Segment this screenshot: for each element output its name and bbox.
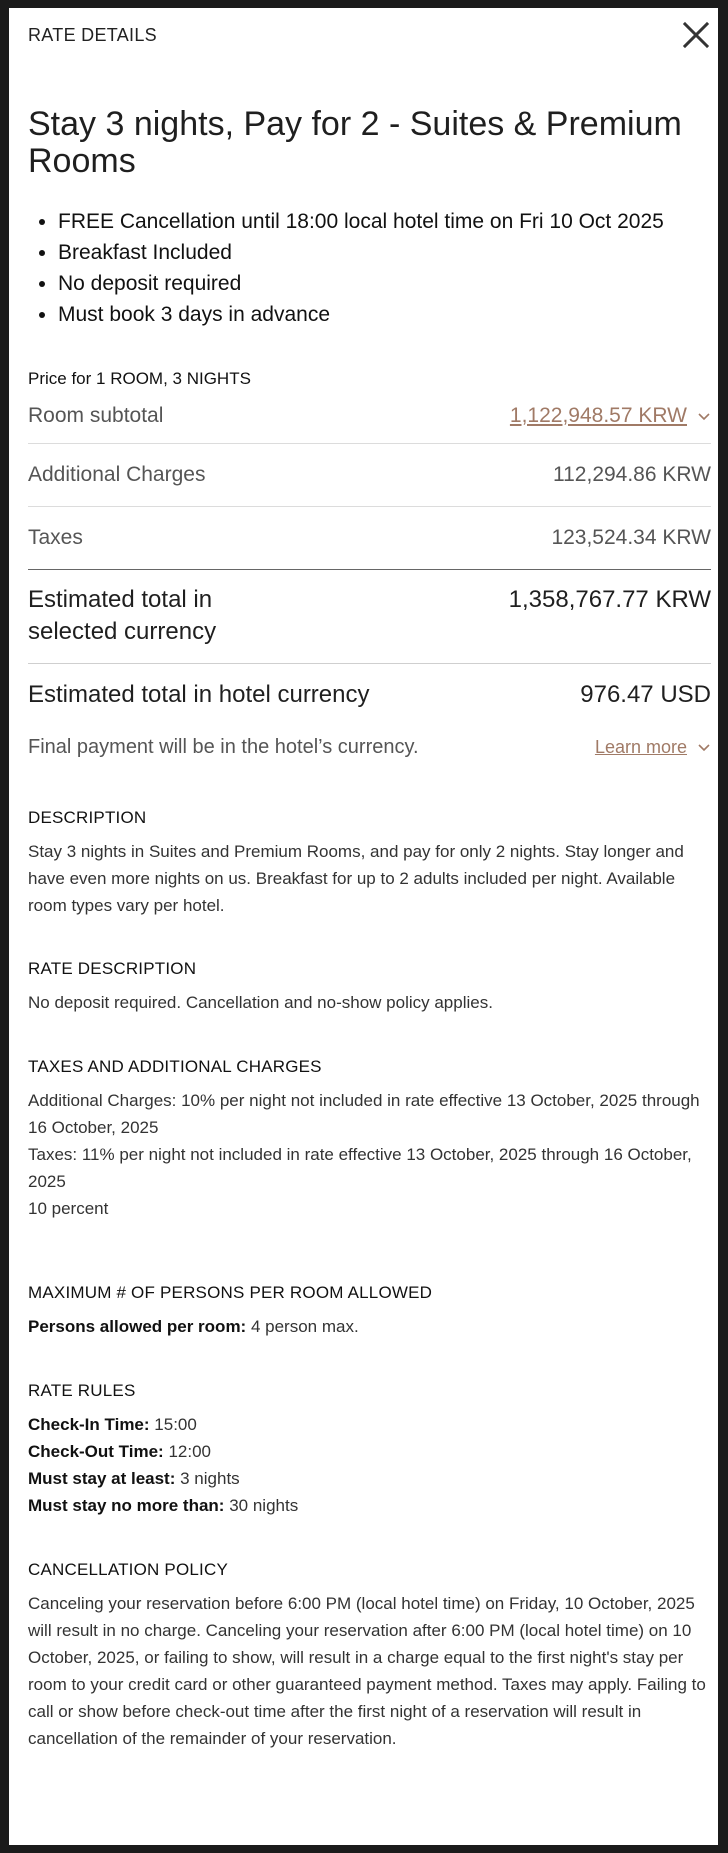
min-stay-line bbox=[28, 1465, 711, 1492]
checkin-line bbox=[28, 1411, 711, 1438]
checkout-value: 12:00 bbox=[168, 1442, 211, 1461]
max-persons-section bbox=[28, 1283, 711, 1340]
learn-more-label: Learn more bbox=[594, 736, 687, 757]
max-stay-label: Must stay no more than: bbox=[28, 1496, 225, 1515]
max-stay-line bbox=[28, 1492, 711, 1519]
taxes-charges-section bbox=[28, 1057, 711, 1222]
chevron-down-icon bbox=[697, 409, 711, 423]
min-stay-value: 3 nights bbox=[180, 1469, 240, 1488]
estimated-total-selected-value: 1,358,767.77 KRW bbox=[508, 586, 711, 613]
learn-more-link[interactable] bbox=[595, 737, 711, 758]
section-title: MAXIMUM # OF PERSONS PER ROOM ALLOWED bbox=[28, 1283, 433, 1302]
checkin-label: Check-In Time: bbox=[28, 1415, 150, 1434]
description-section bbox=[28, 808, 711, 919]
highlight-item: • Breakfast Included bbox=[58, 237, 711, 268]
max-persons-label: Persons allowed per room: bbox=[28, 1317, 247, 1336]
description-text: Stay 3 nights in Suites and Premium Rooms, and pay for only 2 nights. Stay longer and have even more nights on us. Breakfast for up to 2 adults included per night. Available room types vary per hotel. bbox=[28, 842, 684, 915]
rate-description-section bbox=[28, 959, 711, 1016]
room-subtotal-row bbox=[28, 389, 711, 444]
final-payment-note: Final payment will be in the hotel’s currency. bbox=[28, 735, 419, 758]
checkout-label: Check-Out Time: bbox=[28, 1442, 164, 1461]
estimated-total-hotel-row bbox=[28, 664, 711, 726]
final-payment-row bbox=[28, 726, 711, 768]
rate-rules-section bbox=[28, 1381, 711, 1519]
min-stay-label: Must stay at least: bbox=[28, 1469, 176, 1488]
taxes-charges-text bbox=[28, 1087, 711, 1222]
max-persons-value: 4 person max. bbox=[250, 1317, 359, 1336]
rate-highlights bbox=[28, 206, 711, 330]
rate-description-text: No deposit required. Cancellation and no-show policy applies. bbox=[28, 993, 493, 1012]
max-persons-line bbox=[28, 1313, 711, 1340]
additional-charges-row bbox=[28, 444, 711, 507]
section-title: RATE RULES bbox=[28, 1381, 136, 1400]
close-icon bbox=[681, 20, 711, 50]
highlight-item: • FREE Cancellation until 18:00 local hotel time on Fri 10 Oct 2025 bbox=[58, 206, 711, 237]
taxes-charges-line: Additional Charges: 10% per night not included in rate effective 13 October, 2025 through 16 October, 2025 bbox=[28, 1091, 700, 1137]
estimated-total-hotel-label: Estimated total in hotel currency bbox=[28, 681, 370, 708]
modal-header bbox=[28, 8, 711, 62]
additional-charges-value: 112,294.86 KRW bbox=[553, 463, 711, 486]
chevron-down-icon bbox=[697, 740, 711, 754]
room-subtotal-label: Room subtotal bbox=[28, 404, 164, 427]
highlight-item: • No deposit required bbox=[58, 268, 711, 299]
room-subtotal-value: 1,122,948.57 KRW bbox=[509, 404, 687, 427]
modal-title: RATE DETAILS bbox=[28, 25, 157, 45]
room-subtotal-toggle[interactable] bbox=[510, 404, 711, 428]
max-stay-value: 30 nights bbox=[229, 1496, 299, 1515]
checkout-line bbox=[28, 1438, 711, 1465]
checkin-value: 15:00 bbox=[154, 1415, 197, 1434]
section-title: RATE DESCRIPTION bbox=[28, 959, 197, 978]
estimated-total-hotel-value: 976.47 USD bbox=[580, 681, 711, 708]
cancellation-text: Canceling your reservation before 6:00 PM (local hotel time) on Friday, 10 October, 2025 will result in no charge. Canceling your reservation after 6:00 PM (local hotel time) on 10 October, 2025, or failing to show, will result in a charge equal to the first night's stay per room to your credit card or other guaranteed payment method. Taxes may apply. Failing to call or show before check-out time after the first night of a reservation will result in cancellation of the remainder of your reservation. bbox=[28, 1594, 706, 1748]
taxes-label: Taxes bbox=[28, 526, 83, 549]
close-button[interactable] bbox=[681, 20, 711, 50]
section-title: DESCRIPTION bbox=[28, 808, 147, 827]
estimated-total-selected-row bbox=[28, 570, 711, 664]
section-title: TAXES AND ADDITIONAL CHARGES bbox=[28, 1057, 322, 1076]
taxes-charges-line: 10 percent bbox=[28, 1199, 109, 1218]
cancellation-section bbox=[28, 1560, 711, 1752]
price-heading: Price for 1 ROOM, 3 NIGHTS bbox=[28, 369, 251, 388]
taxes-value: 123,524.34 KRW bbox=[551, 526, 711, 549]
rate-title: Stay 3 nights, Pay for 2 - Suites & Premium Rooms bbox=[28, 105, 682, 180]
highlight-item: • Must book 3 days in advance bbox=[58, 299, 711, 330]
estimated-total-selected-label: Estimated total in selected currency bbox=[28, 586, 217, 645]
additional-charges-label: Additional Charges bbox=[28, 463, 206, 486]
section-title: CANCELLATION POLICY bbox=[28, 1560, 228, 1579]
taxes-charges-line: Taxes: 11% per night not included in rate effective 13 October, 2025 through 16 October, 2025 bbox=[28, 1145, 692, 1191]
taxes-row bbox=[28, 507, 711, 570]
rate-details-modal bbox=[9, 8, 718, 1845]
